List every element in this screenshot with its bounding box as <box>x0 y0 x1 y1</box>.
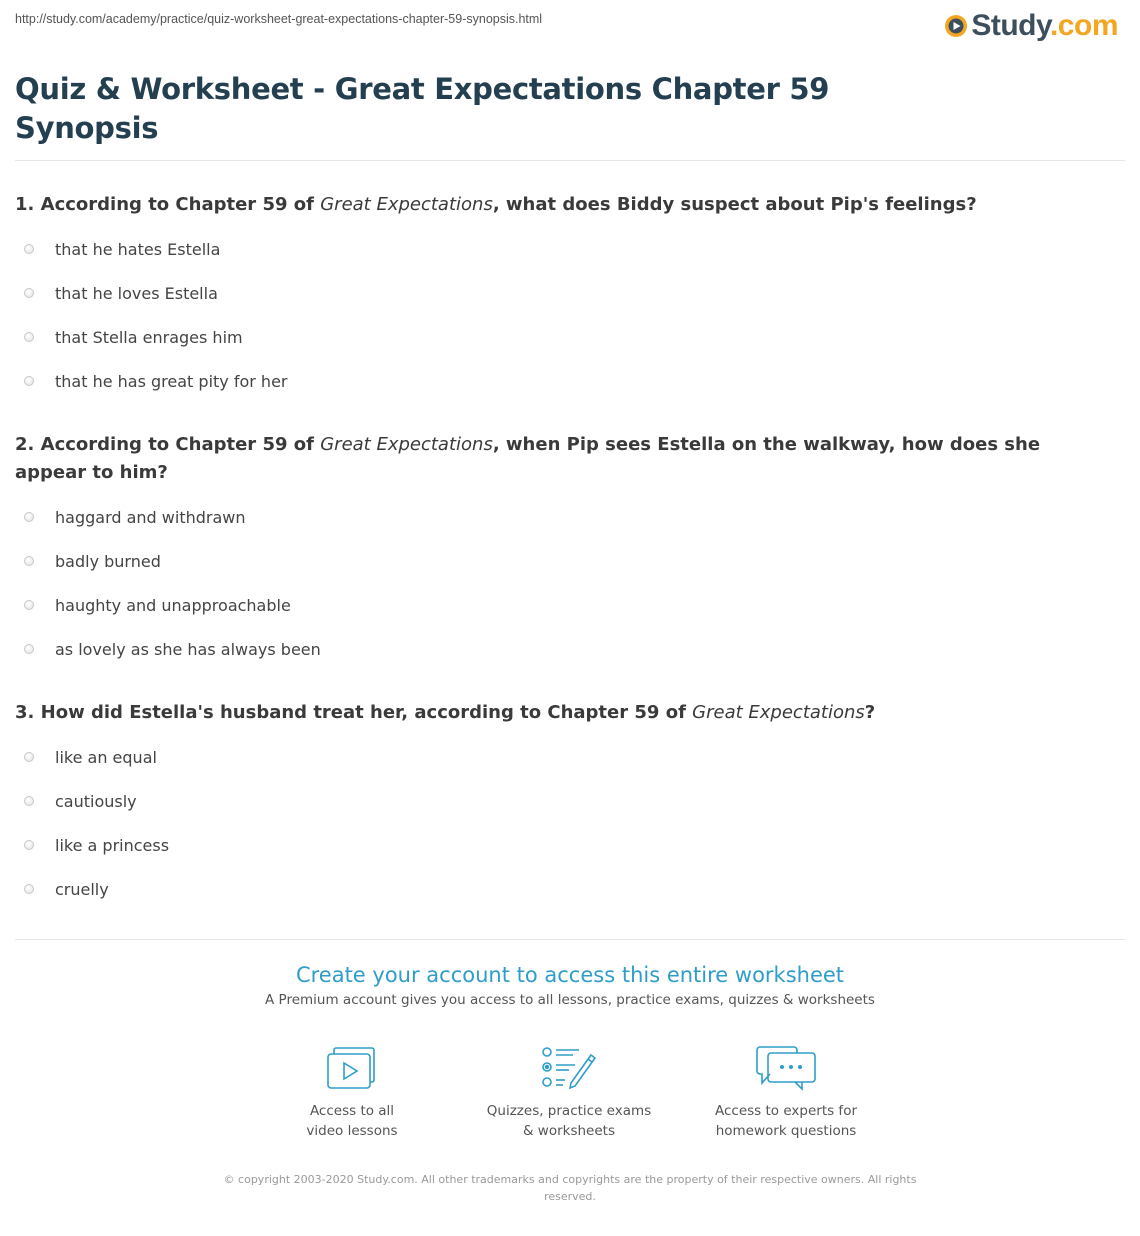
answer-choice[interactable]: that Stella enrages him <box>15 315 1110 359</box>
top-bar <box>15 11 1118 43</box>
question-3 <box>15 699 1110 911</box>
feature-quizzes <box>469 1045 669 1141</box>
answer-choice[interactable]: that he has great pity for her <box>15 359 1110 403</box>
answer-choice[interactable]: haggard and withdrawn <box>15 495 1110 539</box>
radio-button[interactable] <box>24 244 34 254</box>
feature-experts <box>686 1045 886 1141</box>
question-text: 3. How did Estella's husband treat her, according to Chapter 59 of Great Expectations? <box>15 702 876 723</box>
answer-choice[interactable]: cruelly <box>15 867 1110 911</box>
quiz-checklist-icon <box>541 1045 597 1091</box>
question-text: 2. According to Chapter 59 of Great Expectations, when Pip sees Estella on the walkway, how does she appear to him? <box>15 434 1041 483</box>
radio-button[interactable] <box>24 644 34 654</box>
feature-label: Access to experts for homework questions <box>714 1103 857 1139</box>
radio-button[interactable] <box>24 600 34 610</box>
radio-button[interactable] <box>24 752 34 762</box>
answer-choice[interactable]: like a princess <box>15 823 1110 867</box>
answer-choice[interactable]: that he loves Estella <box>15 271 1110 315</box>
question-text: 1. According to Chapter 59 of Great Expectations, what does Biddy suspect about Pip's feelings? <box>15 194 977 215</box>
logo-text: Study.com <box>971 9 1118 42</box>
feature-label: Quizzes, practice exams & worksheets <box>486 1103 652 1139</box>
copyright-footer: © copyright 2003-2020 Study.com. All other trademarks and copyrights are the property of their respective owners. All rights reserved. <box>223 1173 917 1203</box>
radio-button[interactable] <box>24 288 34 298</box>
radio-button[interactable] <box>24 332 34 342</box>
radio-button[interactable] <box>24 556 34 566</box>
answer-choices <box>15 227 1110 403</box>
create-account-link[interactable]: Create your account to access this entire worksheet <box>295 963 845 987</box>
chat-bubbles-icon <box>754 1045 818 1091</box>
divider <box>15 160 1125 161</box>
divider <box>15 939 1125 940</box>
page-url[interactable]: http://study.com/academy/practice/quiz-worksheet-great-expectations-chapter-59-synopsis.html <box>15 12 543 26</box>
radio-button[interactable] <box>24 840 34 850</box>
answer-choice[interactable]: cautiously <box>15 779 1110 823</box>
play-logo-icon <box>944 14 968 38</box>
answer-choices <box>15 735 1110 911</box>
radio-button[interactable] <box>24 376 34 386</box>
question-1 <box>15 191 1110 403</box>
answer-choice[interactable]: that he hates Estella <box>15 227 1110 271</box>
answer-choice[interactable]: like an equal <box>15 735 1110 779</box>
video-lessons-icon <box>326 1045 378 1091</box>
answer-choice[interactable]: as lovely as she has always been <box>15 627 1110 671</box>
signup-cta <box>0 962 1140 1008</box>
feature-label: Access to all video lessons <box>306 1103 398 1139</box>
radio-button[interactable] <box>24 884 34 894</box>
answer-choice[interactable]: haughty and unapproachable <box>15 583 1110 627</box>
page-title: Quiz & Worksheet - Great Expectations Chapter 59 Synopsis <box>15 72 830 145</box>
cta-subtitle: A Premium account gives you access to all lessons, practice exams, quizzes & worksheets <box>265 992 875 1008</box>
radio-button[interactable] <box>24 796 34 806</box>
question-2 <box>15 431 1110 671</box>
answer-choice[interactable]: badly burned <box>15 539 1110 583</box>
feature-video-lessons <box>252 1045 452 1141</box>
radio-button[interactable] <box>24 512 34 522</box>
study-logo[interactable] <box>944 9 1118 43</box>
answer-choices <box>15 495 1110 671</box>
